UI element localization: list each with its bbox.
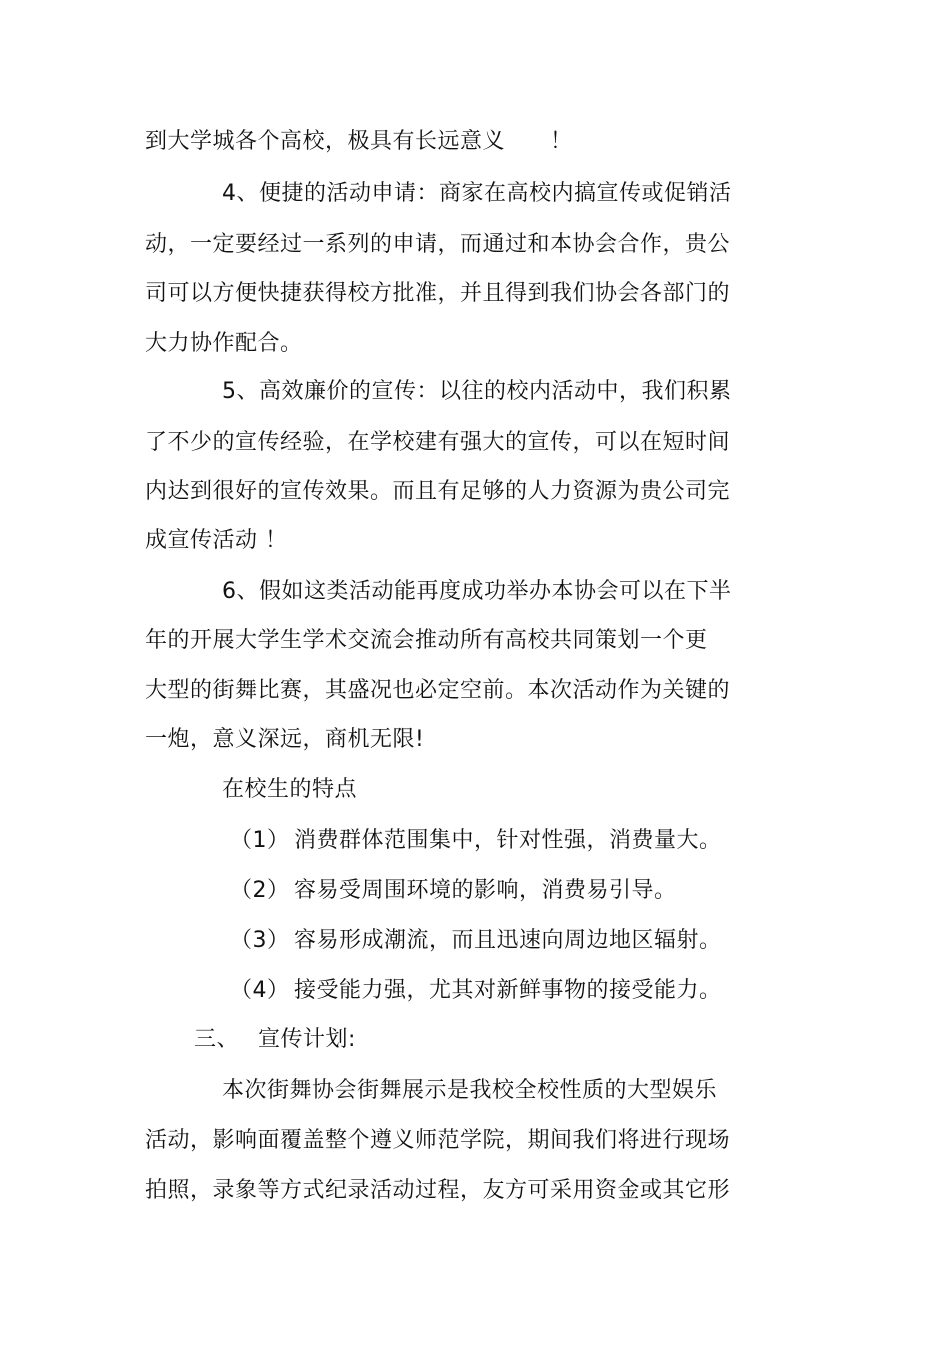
feature-number: （3） — [230, 928, 290, 953]
section-title: 宣传计划: — [258, 1027, 356, 1052]
paragraph-line: 6、假如这类活动能再度成功举办本协会可以在下半 — [222, 579, 732, 604]
paragraph-line: 4、便捷的活动申请：商家在高校内搞宣传或促销活 — [222, 181, 732, 206]
section-number: 三、 — [194, 1027, 240, 1052]
paragraph-line: 大型的街舞比赛，其盛况也必定空前。本次活动作为关键的 — [145, 678, 731, 703]
paragraph-line: 动，一定要经过一系列的申请，而通过和本协会合作，贵公 — [145, 232, 731, 257]
paragraph-line: 内达到很好的宣传效果。而且有足够的人力资源为贵公司完 — [145, 479, 731, 504]
feature-number: （1） — [230, 828, 290, 853]
paragraph-line: 拍照，录象等方式纪录活动过程，友方可采用资金或其它形 — [145, 1178, 731, 1203]
feature-item — [230, 976, 722, 1006]
paragraph-line: 活动，影响面覆盖整个遵义师范学院，期间我们将进行现场 — [145, 1128, 731, 1153]
paragraph-line: 年的开展大学生学术交流会推动所有高校共同策划一个更 — [145, 628, 708, 653]
feature-text: 容易受周围环境的影响，消费易引导。 — [294, 878, 677, 903]
paragraph-line: 一炮，意义深远，商机无限! — [145, 727, 425, 752]
feature-item — [230, 876, 677, 906]
paragraph-line: 司可以方便快捷获得校方批准，并且得到我们协会各部门的 — [145, 281, 731, 306]
paragraph-line: 本次街舞协会街舞展示是我校全校性质的大型娱乐 — [222, 1078, 718, 1103]
paragraph-line: 成宣传活动 ！ — [145, 528, 288, 553]
subheading: 在校生的特点 — [222, 777, 358, 802]
paragraph-line: 5、高效廉价的宣传：以往的校内活动中，我们积累 — [222, 379, 732, 404]
paragraph-line: 到大学城各个高校，极具有长远意义 ！ — [145, 129, 573, 154]
paragraph-line: 了不少的宣传经验，在学校建有强大的宣传，可以在短时间 — [145, 430, 731, 455]
feature-item — [230, 926, 722, 956]
feature-number: （4） — [230, 978, 290, 1003]
paragraph-line: 大力协作配合。 — [145, 331, 303, 356]
section-heading — [194, 1025, 356, 1055]
feature-number: （2） — [230, 878, 290, 903]
feature-text: 容易形成潮流，而且迅速向周边地区辐射。 — [294, 928, 722, 953]
feature-item — [230, 826, 722, 856]
feature-text: 消费群体范围集中，针对性强，消费量大。 — [294, 828, 722, 853]
feature-text: 接受能力强，尤其对新鲜事物的接受能力。 — [294, 978, 722, 1003]
